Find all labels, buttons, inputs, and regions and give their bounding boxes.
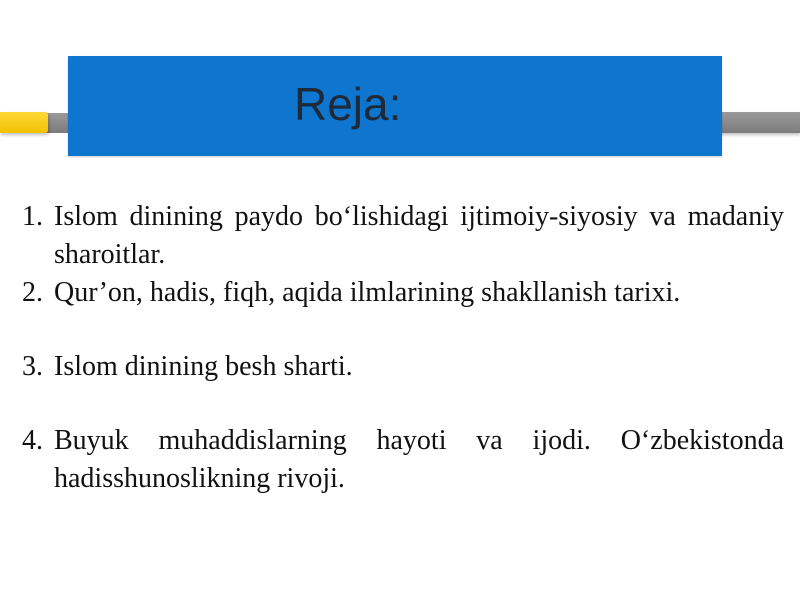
title-box — [68, 56, 722, 156]
agenda-item-number: 2. — [22, 277, 43, 308]
agenda-item-number: 3. — [22, 351, 43, 382]
agenda-item-3 — [22, 348, 784, 386]
slide-title: Reja: — [294, 78, 402, 130]
agenda-item-1 — [22, 198, 784, 274]
agenda-item-number: 4. — [22, 425, 43, 456]
agenda-item-4 — [22, 422, 784, 498]
agenda-item-text: Islom dinining paydo bo‘lishidagi ijtimoiy-siyosiy va madaniy sharoitlar. — [54, 201, 784, 270]
agenda-item-text: Buyuk muhaddislarning hayoti va ijodi. O‘zbekistonda hadisshunoslikning rivoji. — [54, 425, 784, 494]
right-gray-bar — [716, 112, 800, 133]
agenda-list — [22, 198, 784, 498]
left-yellow-bar — [0, 112, 48, 133]
agenda-item-text: Qur’on, hadis, fiqh, aqida ilmlarining shakllanish tarixi. — [54, 277, 681, 308]
agenda-item-text: Islom dinining besh sharti. — [54, 351, 353, 382]
agenda-item-number: 1. — [22, 201, 43, 232]
agenda-item-2 — [22, 274, 784, 312]
